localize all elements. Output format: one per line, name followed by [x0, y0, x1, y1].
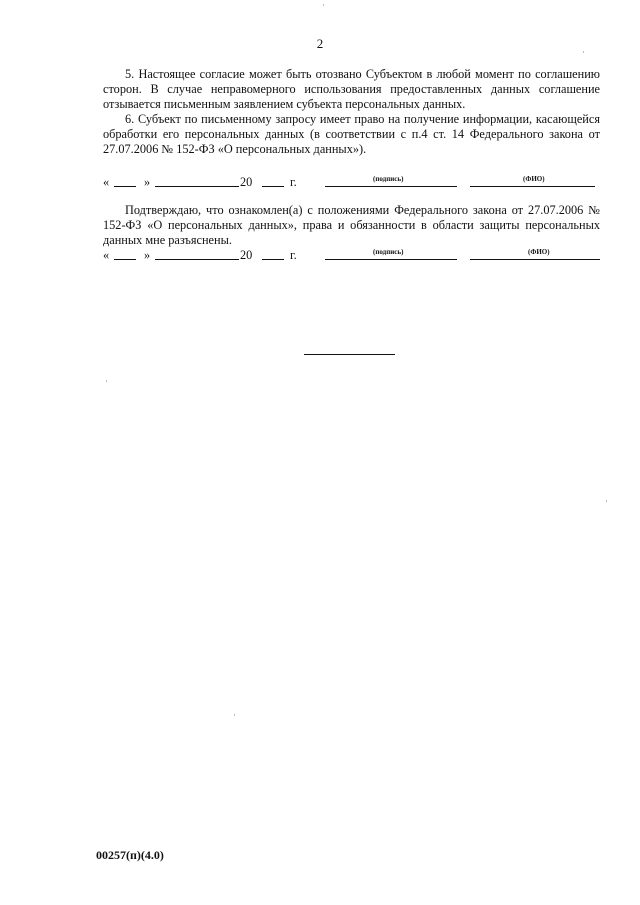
scan-speck [106, 380, 107, 382]
closing-divider [304, 354, 395, 355]
signature-caption: (подпись) [373, 175, 404, 183]
date-open-quote: « [103, 175, 110, 189]
month-blank [155, 248, 239, 260]
year-prefix: 20 [240, 248, 253, 262]
paragraph-consent-revocation: 5. Настоящее согласие может быть отозвано Субъектом в любой момент по соглашению сторон. В случае неправомерного использования предоставленных данных соглашение отзывается письменным заявлением субъекта персональных данных. [103, 67, 600, 111]
year-suffix: г. [290, 175, 297, 189]
year-suffix: г. [290, 248, 297, 262]
page-number: 2 [316, 36, 324, 51]
scan-speck [583, 51, 584, 53]
year-blank [262, 175, 284, 187]
date-close-quote: » [144, 175, 151, 189]
day-blank [114, 248, 136, 260]
form-code: 00257(п)(4.0) [96, 848, 164, 862]
date-close-quote: » [144, 248, 151, 262]
scan-speck [606, 500, 607, 502]
year-blank [262, 248, 284, 260]
paragraph-acknowledgement: Подтверждаю, что ознакомлен(а) с положениями Федерального закона от 27.07.2006 № 152-ФЗ «О персональных данных», права и обязанности в области защиты персональных данных мне разъяснены. [103, 203, 600, 247]
signature-caption: (подпись) [373, 248, 404, 256]
name-caption: (ФИО) [528, 248, 550, 256]
year-prefix: 20 [240, 175, 253, 189]
signature-line-1 [103, 175, 603, 197]
scan-speck [234, 714, 235, 716]
paragraph-information-request: 6. Субъект по письменному запросу имеет право на получение информации, касающейся обработки его персональных данных (в соответствии с п.4 ст. 14 Федерального закона от 27.07.2006 № 152-ФЗ «О персональных данных»). [103, 112, 600, 156]
day-blank [114, 175, 136, 187]
signature-line-2 [103, 248, 603, 270]
month-blank [155, 175, 239, 187]
name-caption: (ФИО) [523, 175, 545, 183]
date-open-quote: « [103, 248, 110, 262]
scan-speck [323, 4, 324, 6]
